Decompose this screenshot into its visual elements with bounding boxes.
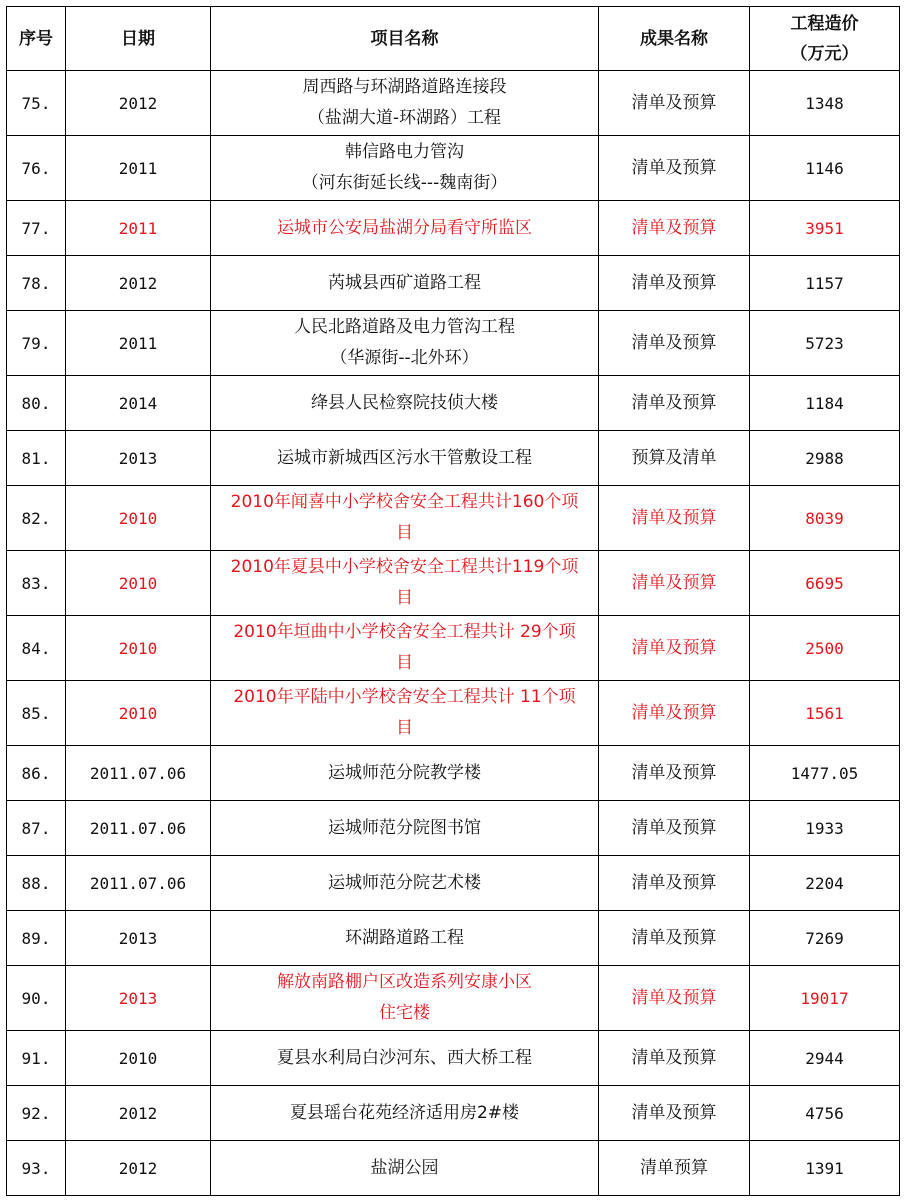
project-name-line-1: 运城市新城西区污水干管敷设工程 (277, 447, 532, 468)
table-header-row (7, 7, 900, 71)
header-cost-label: 工程造价 (790, 13, 859, 34)
header-cost (750, 7, 900, 71)
cell-cost: 8039 (750, 486, 900, 551)
cell-date: 2013 (66, 431, 211, 486)
cell-project-name (211, 1141, 599, 1196)
project-name-line-1: 2010年垣曲中小学校舍安全工程共计 29个项 (233, 622, 576, 642)
project-name-line-2: 目 (396, 718, 413, 738)
cell-project-name (211, 376, 599, 431)
cell-result-name: 清单及预算 (599, 71, 750, 136)
cell-project-name (211, 201, 599, 256)
cell-result-name: 清单及预算 (599, 311, 750, 376)
cell-date: 2012 (66, 71, 211, 136)
cell-result-name: 清单及预算 (599, 486, 750, 551)
cell-result-name: 清单及预算 (599, 746, 750, 801)
project-name-line-1: 韩信路电力管沟 (345, 142, 464, 162)
cell-project-name (211, 911, 599, 966)
project-name-line-1: 周西路与环湖路道路连接段 (302, 77, 507, 97)
cell-cost: 2500 (750, 616, 900, 681)
cell-result-name: 预算及清单 (599, 431, 750, 486)
table-row (7, 966, 900, 1031)
cell-seq: 93. (7, 1141, 66, 1196)
cell-date: 2011 (66, 136, 211, 201)
cell-cost: 2204 (750, 856, 900, 911)
cell-cost: 1477.05 (750, 746, 900, 801)
project-name-line-1: 2010年闻喜中小学校舍安全工程共计160个项 (230, 492, 579, 512)
cell-seq: 78. (7, 256, 66, 311)
cell-project-name (211, 1086, 599, 1141)
cell-project-name (211, 856, 599, 911)
cell-date: 2011.07.06 (66, 856, 211, 911)
cell-date: 2011 (66, 311, 211, 376)
cell-date: 2013 (66, 911, 211, 966)
cell-seq: 79. (7, 311, 66, 376)
cell-seq: 80. (7, 376, 66, 431)
table-row (7, 376, 900, 431)
table-body (7, 71, 900, 1196)
table-row (7, 256, 900, 311)
table-row (7, 616, 900, 681)
cell-cost: 3951 (750, 201, 900, 256)
table-row (7, 911, 900, 966)
table-row (7, 856, 900, 911)
cell-result-name: 清单及预算 (599, 1086, 750, 1141)
cell-project-name (211, 486, 599, 551)
cell-date: 2014 (66, 376, 211, 431)
cell-result-name: 清单及预算 (599, 911, 750, 966)
cell-seq: 88. (7, 856, 66, 911)
table-row (7, 1031, 900, 1086)
project-name-line-1: 芮城县西矿道路工程 (328, 272, 481, 293)
cell-date: 2012 (66, 1141, 211, 1196)
cell-result-name: 清单及预算 (599, 201, 750, 256)
header-date: 日期 (66, 7, 211, 71)
cell-date: 2010 (66, 681, 211, 746)
cell-seq: 91. (7, 1031, 66, 1086)
cell-seq: 76. (7, 136, 66, 201)
project-name-line-2: （盐湖大道-环湖路）工程 (307, 108, 502, 128)
cell-date: 2012 (66, 1086, 211, 1141)
table-row (7, 681, 900, 746)
cell-cost: 4756 (750, 1086, 900, 1141)
cell-date: 2011.07.06 (66, 801, 211, 856)
table-row (7, 136, 900, 201)
project-name-line-1: 运城师范分院图书馆 (328, 817, 481, 838)
cell-result-name: 清单及预算 (599, 616, 750, 681)
project-name-line-1: 解放南路棚户区改造系列安康小区 (277, 972, 532, 992)
cell-cost: 19017 (750, 966, 900, 1031)
cell-seq: 90. (7, 966, 66, 1031)
cell-project-name (211, 136, 599, 201)
cell-seq: 92. (7, 1086, 66, 1141)
cell-project-name (211, 551, 599, 616)
project-name-line-2: （河东街延长线---魏南街） (301, 173, 508, 193)
table-row (7, 1086, 900, 1141)
table-row (7, 486, 900, 551)
cell-seq: 89. (7, 911, 66, 966)
cell-seq: 83. (7, 551, 66, 616)
table-row (7, 746, 900, 801)
cell-cost: 5723 (750, 311, 900, 376)
cell-result-name: 清单及预算 (599, 256, 750, 311)
cell-date: 2011 (66, 201, 211, 256)
cell-result-name: 清单及预算 (599, 801, 750, 856)
table-row (7, 201, 900, 256)
cell-project-name (211, 801, 599, 856)
cell-seq: 87. (7, 801, 66, 856)
cell-seq: 85. (7, 681, 66, 746)
project-name-line-1: 夏县瑶台花苑经济适用房2#楼 (289, 1102, 520, 1123)
cell-result-name: 清单及预算 (599, 376, 750, 431)
cell-cost: 1933 (750, 801, 900, 856)
cell-result-name: 清单及预算 (599, 551, 750, 616)
project-table (6, 6, 900, 1196)
cell-seq: 81. (7, 431, 66, 486)
project-name-line-2: 住宅楼 (379, 1003, 430, 1023)
cell-seq: 75. (7, 71, 66, 136)
cell-result-name: 清单及预算 (599, 966, 750, 1031)
cell-cost: 1348 (750, 71, 900, 136)
project-name-line-1: 夏县水利局白沙河东、西大桥工程 (277, 1047, 532, 1068)
cell-date: 2010 (66, 1031, 211, 1086)
project-name-line-1: 绛县人民检察院技侦大楼 (311, 392, 498, 413)
cell-project-name (211, 431, 599, 486)
project-name-line-1: 2010年平陆中小学校舍安全工程共计 11个项 (233, 687, 576, 707)
table-row (7, 431, 900, 486)
cell-project-name (211, 746, 599, 801)
cell-cost: 2944 (750, 1031, 900, 1086)
cell-cost: 1391 (750, 1141, 900, 1196)
cell-date: 2010 (66, 486, 211, 551)
table-row (7, 311, 900, 376)
cell-date: 2013 (66, 966, 211, 1031)
cell-cost: 1157 (750, 256, 900, 311)
cell-project-name (211, 71, 599, 136)
cell-result-name: 清单及预算 (599, 1031, 750, 1086)
header-cost-unit: （万元） (790, 43, 859, 64)
cell-project-name (211, 1031, 599, 1086)
cell-project-name (211, 681, 599, 746)
cell-cost: 1561 (750, 681, 900, 746)
cell-result-name: 清单预算 (599, 1141, 750, 1196)
header-seq: 序号 (7, 7, 66, 71)
project-name-line-2: 目 (396, 653, 413, 673)
cell-project-name (211, 616, 599, 681)
cell-date: 2010 (66, 551, 211, 616)
cell-seq: 82. (7, 486, 66, 551)
cell-seq: 77. (7, 201, 66, 256)
project-name-line-1: 运城师范分院艺术楼 (328, 872, 481, 893)
cell-date: 2011.07.06 (66, 746, 211, 801)
cell-cost: 2988 (750, 431, 900, 486)
project-name-line-1: 运城市公安局盐湖分局看守所监区 (277, 217, 532, 238)
project-name-line-2: （华源街--北外环） (330, 348, 479, 368)
cell-project-name (211, 966, 599, 1031)
project-name-line-2: 目 (396, 523, 413, 543)
project-name-line-1: 盐湖公园 (370, 1157, 439, 1178)
cell-cost: 1146 (750, 136, 900, 201)
header-project-name: 项目名称 (211, 7, 599, 71)
cell-cost: 6695 (750, 551, 900, 616)
cell-cost: 1184 (750, 376, 900, 431)
cell-project-name (211, 256, 599, 311)
table-row (7, 801, 900, 856)
cell-seq: 86. (7, 746, 66, 801)
table-row (7, 71, 900, 136)
project-name-line-1: 人民北路道路及电力管沟工程 (294, 317, 515, 337)
table-row (7, 1141, 900, 1196)
project-name-line-1: 环湖路道路工程 (345, 927, 464, 948)
cell-result-name: 清单及预算 (599, 856, 750, 911)
cell-cost: 7269 (750, 911, 900, 966)
cell-seq: 84. (7, 616, 66, 681)
table-row (7, 551, 900, 616)
project-name-line-1: 2010年夏县中小学校舍安全工程共计119个项 (230, 557, 579, 577)
cell-date: 2010 (66, 616, 211, 681)
header-result-name: 成果名称 (599, 7, 750, 71)
project-name-line-2: 目 (396, 588, 413, 608)
cell-result-name: 清单及预算 (599, 136, 750, 201)
cell-result-name: 清单及预算 (599, 681, 750, 746)
cell-project-name (211, 311, 599, 376)
project-name-line-1: 运城师范分院教学楼 (328, 762, 481, 783)
cell-date: 2012 (66, 256, 211, 311)
